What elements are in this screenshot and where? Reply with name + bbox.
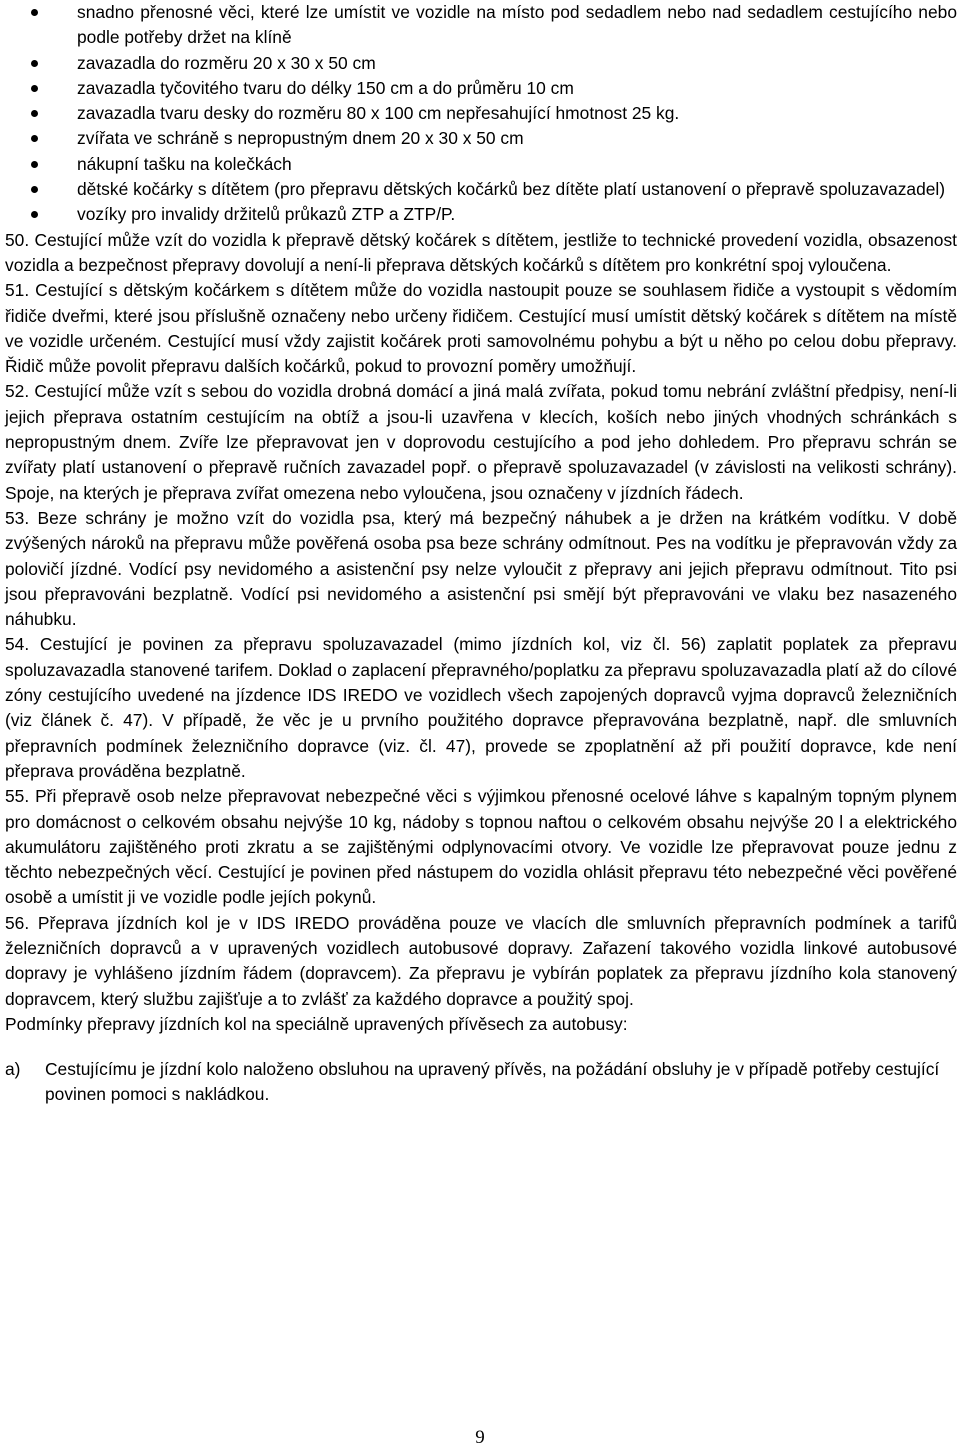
item-label: a): [5, 1059, 21, 1080]
paragraph-54: 54. Cestující je povinen za přepravu spoluzavazadel (mimo jízdních kol, viz čl. 56) zaplatit poplatek za přepravu spoluzavazadla stanovené tarifem. Doklad o zaplacení přepravného/poplatku za přepravu spoluzavazadla platí až do cílové zóny cestujícího uvedené na jízdence IDS IREDO ve vozidlech všech zapojených dopravců vyjma dopravců železničních (viz článek č. 47). V případě, že věc je u prvního použitého dopravce přepravována bezplatně, např. dle smluvních přepravních podmínek železničního dopravce (viz. čl. 47), provede se zpoplatnění až při použití dopravce, kde není přeprava prováděna bezplatně.: [5, 634, 957, 781]
bullet-icon: [31, 135, 38, 142]
bullet-icon: [31, 60, 38, 67]
bullet-icon: [31, 110, 38, 117]
paragraph-56: 56. Přeprava jízdních kol je v IDS IREDO prováděna pouze ve vlacích dle smluvních přepravních podmínek a tarifů železničních dopravců a v upravených vozidlech autobusové dopravy. Zařazení takového vozidla linkové autobusové dopravy je vyhlášeno jízdním řádem (dopravcem). Za přepravu je vybírán poplatek za přepravu jízdního kola stanovený dopravcem, který službu zajišťuje a to zvlášť za každého dopravce a použitý spoj.: [5, 912, 957, 1009]
document-page: [5, 0, 957, 1108]
list-item: zavazadla do rozměru 20 x 30 x 50 cm: [5, 51, 957, 76]
paragraph-55: 55. Při přepravě osob nelze přepravovat nebezpečné věci s výjimkou přenosné ocelové láhve s kapalným topným plynem pro domácnost o celkovém obsahu nejvýše 10 kg, nádoby s topnou naftou o celkovém obsahu nejvýše 20 l a elektrického akumulátoru zajištěného proti zkratu a se zajištěnými odplynovacími otvory. Ve vozidle lze přepravovat pouze jednu z těchto nebezpečných věcí. Cestující je povinen před nástupem do vozidla ohlásit přepravu této nebezpečné věci pověřené osobě a umístit ji ve vozidle podle jejích pokynů.: [5, 786, 957, 908]
list-item: zavazadla tyčovitého tvaru do délky 150 cm a do průměru 10 cm: [5, 76, 957, 101]
list-item: zvířata ve schráně s nepropustným dnem 20 x 30 x 50 cm: [5, 126, 957, 151]
paragraph-52: 52. Cestující může vzít s sebou do vozidla drobná domácí a jiná malá zvířata, pokud tomu nebrání zvláštní předpisy, není-li jejich přeprava ostatním cestujícím na obtíž a jsou-li uzavřena v klecích, koších nebo jiných vhodných schránkách s nepropustným dnem. Zvíře lze přepravovat jen v doprovodu cestujícího a pod jeho dohledem. Pro přepravu schrán se zvířaty platí ustanovení o přepravě ručních zavazadel popř. o přepravě spoluzavazadel (v závislosti na velikosti schrány). Spoje, na kterých je přeprava zvířat omezena nebo vyloučena, jsou označeny v jízdních řádech.: [5, 381, 957, 503]
page-number: 9: [475, 1427, 485, 1448]
bullet-icon: [31, 85, 38, 92]
condition-item-a: [5, 1057, 957, 1108]
bullet-icon: [31, 9, 38, 16]
conditions-intro: Podmínky přepravy jízdních kol na speciálně upravených přívěsech za autobusy:: [5, 1013, 628, 1034]
item-text: Cestujícímu je jízdní kolo naloženo obsluhou na upravený přívěs, na požádání obsluhy je v případě potřeby cestující povinen pomoci s nakládkou.: [45, 1059, 940, 1105]
paragraph-50: 50. Cestující může vzít do vozidla k přepravě dětský kočárek s dítětem, jestliže to technické provedení vozidla, obsazenost vozidla a bezpečnost přepravy dovolují a není-li přeprava dětských kočárků s dítětem pro konkrétní spoj vyloučena.: [5, 229, 957, 275]
bullet-icon: [31, 186, 38, 193]
paragraph-53: 53. Beze schrány je možno vzít do vozidla psa, který má bezpečný náhubek a je držen na krátkém vodítku. V době zvýšených nároků na přepravu může pověřená osoba psa beze schrány odmítnout. Pes na vodítku je přepravován vždy za polovičí jízdné. Vodící psy nevidomého a asistenční psy nelze vyloučit z přepravy ani jejich přepravu odmítnout. Tito psi jsou přepravováni bezplatně. Vodící psi nevidomého a asistenční psi smějí být přepravováni ve vlaku bez nasazeného náhubku.: [5, 507, 957, 630]
list-item: vozíky pro invalidy držitelů průkazů ZTP a ZTP/P.: [5, 202, 957, 227]
list-item: nákupní tašku na kolečkách: [5, 152, 957, 177]
bullet-icon: [31, 161, 38, 168]
list-item: zavazadla tvaru desky do rozměru 80 x 100 cm nepřesahující hmotnost 25 kg.: [5, 101, 957, 126]
list-item: dětské kočárky s dítětem (pro přepravu dětských kočárků bez dítěte platí ustanovení o přepravě spoluzavazadel): [5, 177, 957, 202]
bullet-icon: [31, 211, 38, 218]
bullet-list: [5, 0, 957, 228]
paragraph-51: 51. Cestující s dětským kočárkem s dítětem může do vozidla nastoupit pouze se souhlasem řidiče a vystoupit s vědomím řidiče dveřmi, které jsou příslušně označeny nebo určeny řidičem. Cestující musí umístit dětský kočárek s dítětem na místě ve vozidle určeném. Cestující musí vždy zajistit kočárek proti samovolnému pohybu a být u něho po celou dobu přepravy. Řidič může povolit přepravu dalších kočárků, pokud to provozní poměry umožňují.: [5, 280, 957, 377]
list-item: snadno přenosné věci, které lze umístit ve vozidle na místo pod sedadlem nebo nad sedadlem cestujícího nebo podle potřeby držet na klíně: [5, 0, 957, 51]
